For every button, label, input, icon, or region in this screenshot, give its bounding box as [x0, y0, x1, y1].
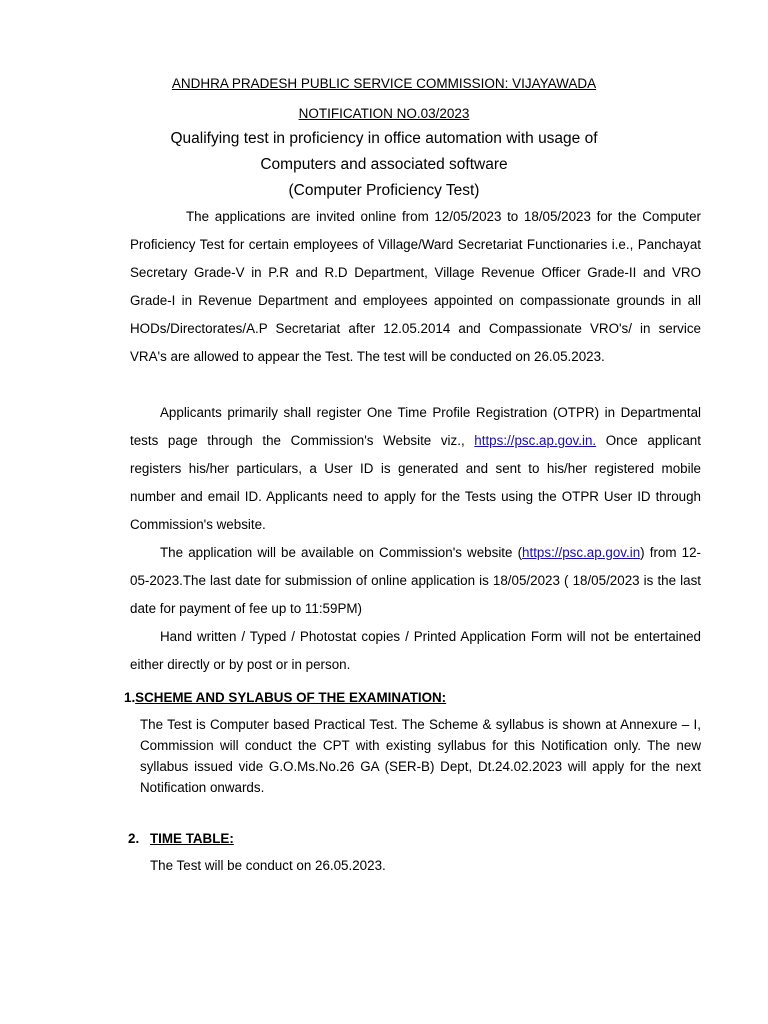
section-text-time-table: The Test will be conduct on 26.05.2023.	[150, 858, 386, 873]
section-text-scheme: The Test is Computer based Practical Test. The Scheme & syllabus is shown at Annexure – I, Commission will conduct the CPT with existing syllabus for this Notification only. The new syllabus issued vide G.O.Ms.No.26 GA (SER-B) Dept, Dt.24.02.2023 will apply for the next Notification onwards.	[140, 717, 701, 795]
paragraph-3-text-after: ) from 12-05-2023.The last date for submission of online application is 18/05/2023 ( 18/05/2023 is the last date for payment of fee up to 11:59PM)	[130, 545, 701, 616]
notification-number: NOTIFICATION NO.03/2023	[298, 106, 470, 121]
section-title: SCHEME AND SYLABUS OF THE EXAMINATION:	[135, 690, 447, 705]
paragraph-application-availability	[130, 539, 701, 623]
commission-website-link-2[interactable]: https://psc.ap.gov.in	[522, 545, 641, 560]
title-line-2: Computers and associated software	[260, 156, 508, 173]
paragraph-4-text: Hand written / Typed / Photostat copies / Printed Application Form will not be entertained either directly or by post or in person.	[130, 629, 701, 672]
paragraph-1-text: The applications are invited online from 12/05/2023 to 18/05/2023 for the Computer Proficiency Test for certain employees of Village/Ward Secretariat Functionaries i.e., Panchayat Secretary Grade-V in P.R and R.D Department, Village Revenue Officer Grade-II and VRO Grade-I in Revenue Department and employees appointed on compassionate grounds in all HODs/Directorates/A.P Secretariat after 12.05.2014 and Compassionate VRO's/ in service VRA's are allowed to appear the Test. The test will be conducted on 26.05.2023.	[130, 209, 701, 364]
paragraph-3-text-before: The application will be available on Commission's website (	[160, 545, 523, 560]
title-line-3: (Computer Proficiency Test)	[288, 182, 480, 199]
title-line-1: Qualifying test in proficiency in office automation with usage of	[170, 130, 598, 147]
paragraph-applications-invited	[130, 203, 701, 371]
paragraph-2-text-after: Once applicant registers his/her particulars, a User ID is generated and sent to his/her registered mobile number and email ID. Applicants need to apply for the Tests using the OTPR User ID through Commission's website.	[130, 433, 701, 532]
paragraph-no-physical-forms	[130, 623, 701, 679]
commission-website-link[interactable]: https://psc.ap.gov.in.	[474, 433, 597, 448]
section-number: 2.	[128, 831, 140, 846]
section-number: 1.	[124, 690, 136, 705]
section-heading-time-table	[128, 831, 234, 846]
section-heading-scheme	[124, 690, 446, 705]
commission-heading: ANDHRA PRADESH PUBLIC SERVICE COMMISSION: VIJAYAWADA	[171, 76, 597, 91]
paragraph-2-text-before: Applicants primarily shall register One Time Profile Registration (OTPR) in Departmental tests page through the Commission's Website viz.,	[130, 405, 701, 448]
section-title: TIME TABLE:	[150, 831, 234, 846]
paragraph-otpr-registration	[130, 399, 701, 539]
